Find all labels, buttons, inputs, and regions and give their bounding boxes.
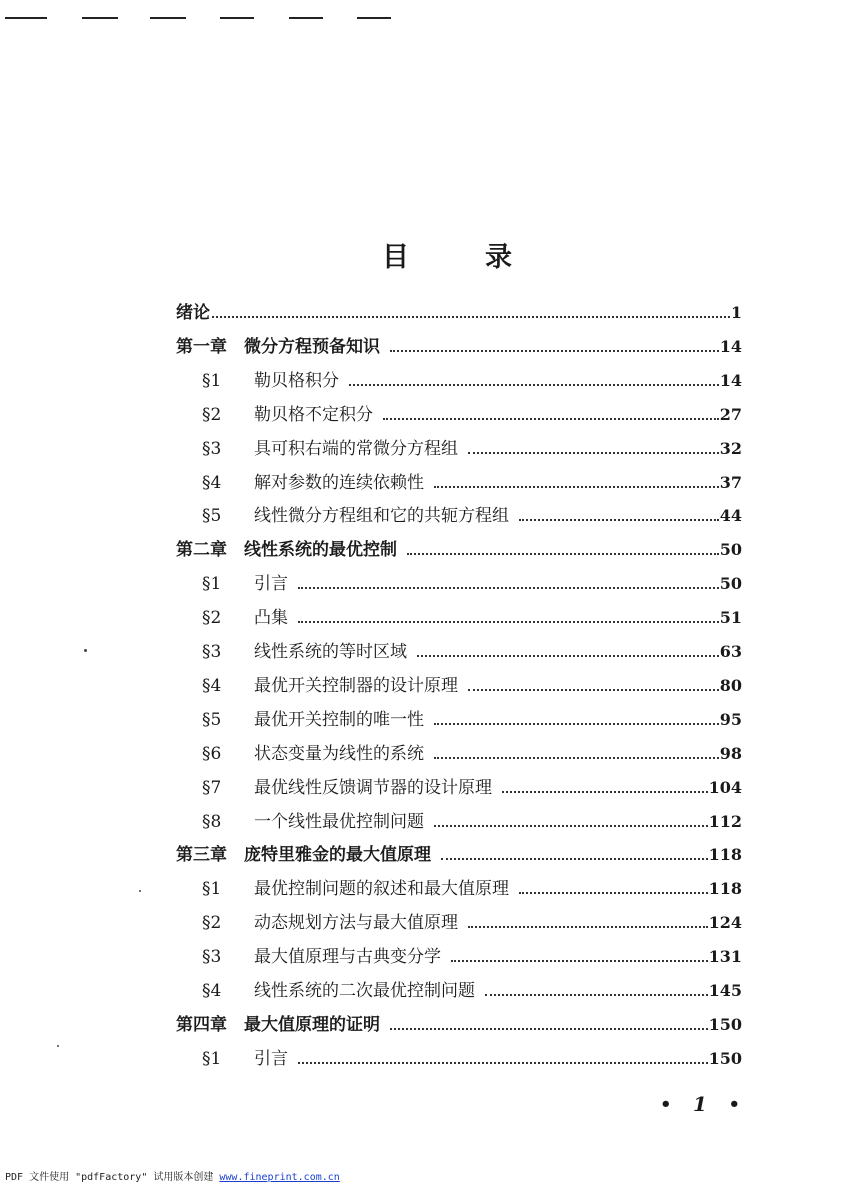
toc-section-number: §2 — [202, 608, 222, 629]
toc-entry-title: 绪论 — [176, 303, 210, 323]
toc-page-number: 131 — [708, 947, 742, 967]
toc-page-number: 150 — [708, 1014, 742, 1034]
toc-dot-leader — [519, 892, 708, 894]
toc-dot-leader — [519, 519, 719, 521]
toc-chapter-row[interactable] — [0, 1010, 842, 1040]
toc-page-number: 80 — [719, 675, 742, 695]
toc-section-row[interactable] — [0, 501, 842, 531]
scan-speck — [84, 649, 87, 652]
toc-dot-leader — [298, 1062, 708, 1064]
toc-entry-title: 最优控制问题的叙述和最大值原理 — [254, 879, 509, 900]
toc-section-number: §6 — [202, 743, 222, 764]
toc-section-row[interactable] — [0, 366, 842, 396]
toc-section-number: §3 — [202, 947, 222, 968]
toc-entry-title: 解对参数的连续依赖性 — [254, 472, 424, 493]
toc-page-number: 112 — [708, 811, 742, 831]
toc-dot-leader — [441, 858, 708, 860]
scan-speck — [57, 1045, 59, 1047]
page-number-value: 1 — [693, 1092, 707, 1116]
toc-entry-title: 第三章 庞特里雅金的最大值原理 — [176, 845, 431, 866]
toc-section-row[interactable] — [0, 603, 842, 633]
toc-page-number: 27 — [719, 404, 742, 424]
toc-dot-leader — [434, 825, 708, 827]
toc-entry-title: 一个线性最优控制问题 — [254, 811, 424, 832]
toc-section-row[interactable] — [0, 874, 842, 904]
toc-page-number: 104 — [708, 777, 742, 797]
toc-section-row[interactable] — [0, 400, 842, 430]
toc-page-number: 118 — [708, 845, 742, 865]
toc-dot-leader — [417, 655, 719, 657]
toc-page-number: 63 — [719, 642, 742, 661]
toc-entry-title: 具可积右端的常微分方程组 — [254, 438, 458, 459]
title-char-1: 目 — [382, 242, 409, 273]
toc-section-row[interactable] — [0, 671, 842, 701]
toc-entry-title: 凸集 — [254, 608, 288, 629]
toc-section-number: §4 — [202, 981, 222, 1001]
toc-page-number: 14 — [719, 370, 742, 390]
toc-page-number: 51 — [719, 608, 742, 628]
footer-link[interactable]: www.fineprint.com.cn — [219, 1172, 340, 1183]
scan-speck — [139, 890, 141, 892]
toc-dot-leader — [298, 621, 719, 623]
toc-dot-leader — [383, 418, 719, 420]
toc-section-number: §4 — [202, 675, 222, 696]
toc-chapter-row[interactable] — [0, 840, 842, 870]
toc-dot-leader — [434, 757, 719, 759]
toc-page-number: 50 — [719, 540, 742, 560]
toc-dot-leader — [468, 926, 708, 928]
toc-section-row[interactable] — [0, 468, 842, 498]
toc-entry-title: 最大值原理与古典变分学 — [254, 947, 441, 968]
toc-section-row[interactable] — [0, 976, 842, 1006]
toc-section-number: §3 — [202, 438, 222, 459]
toc-entry-title: 线性系统的等时区域 — [254, 642, 407, 662]
toc-entry-title: 动态规划方法与最大值原理 — [254, 913, 458, 934]
toc-section-number: §5 — [202, 506, 222, 527]
toc-page-number: 95 — [719, 709, 742, 729]
toc-dot-leader — [212, 316, 730, 318]
toc-page-number: 37 — [719, 472, 742, 492]
toc-entry-title: 最优开关控制器的设计原理 — [254, 675, 458, 696]
toc-section-number: §1 — [202, 574, 222, 595]
page-number-dot-right: • — [728, 1093, 740, 1115]
toc-section-number: §1 — [202, 1048, 222, 1069]
toc-dot-leader — [349, 384, 719, 386]
toc-entry-title: 第四章 最大值原理的证明 — [176, 1014, 380, 1035]
toc-section-row[interactable] — [0, 908, 842, 938]
toc-section-number: §7 — [202, 777, 222, 798]
toc-dot-leader — [468, 452, 719, 454]
toc-section-number: §2 — [202, 404, 222, 425]
toc-page-number: 44 — [719, 506, 742, 526]
toc-section-row[interactable] — [0, 739, 842, 769]
toc-entry-title: 引言 — [254, 1048, 288, 1069]
toc-page-number: 145 — [708, 981, 742, 1000]
page-number — [660, 1092, 740, 1116]
toc-entry-title: 第一章 微分方程预备知识 — [176, 336, 380, 357]
toc-entry-title: 状态变量为线性的系统 — [254, 743, 424, 764]
toc-section-number: §1 — [202, 879, 222, 900]
pdf-footer — [5, 1168, 340, 1183]
toc-chapter-row[interactable] — [0, 535, 842, 565]
toc-section-row[interactable] — [0, 637, 842, 667]
page-number-dot-left: • — [660, 1093, 672, 1115]
toc-dot-leader — [298, 587, 719, 589]
page-title — [382, 235, 512, 274]
toc-entry-title: 引言 — [254, 574, 288, 595]
toc-dot-leader — [407, 553, 719, 555]
toc-page-number: 118 — [708, 879, 742, 899]
toc-section-row[interactable] — [0, 705, 842, 735]
toc-section-number: §1 — [202, 370, 222, 391]
toc-section-row[interactable] — [0, 942, 842, 972]
toc-entry-title: 线性系统的二次最优控制问题 — [254, 981, 475, 1001]
toc-entry-title: 勒贝格积分 — [254, 370, 339, 391]
footer-text: PDF 文件使用 "pdfFactory" 试用版本创建 — [5, 1172, 220, 1183]
toc-dot-leader — [502, 791, 708, 793]
toc-page-number: 14 — [719, 336, 742, 356]
toc-section-row[interactable] — [0, 569, 842, 599]
toc-page-number: 1 — [730, 303, 742, 322]
toc-chapter-row[interactable] — [0, 332, 842, 362]
toc-dot-leader — [390, 350, 719, 352]
toc-section-row[interactable] — [0, 773, 842, 803]
title-char-2: 录 — [485, 242, 512, 273]
toc-dot-leader — [451, 960, 708, 962]
toc-dot-leader — [434, 486, 719, 488]
toc-page-number: 50 — [719, 574, 742, 594]
toc-entry-title: 最优线性反馈调节器的设计原理 — [254, 777, 492, 798]
toc-dot-leader — [390, 1028, 708, 1030]
toc-section-row[interactable] — [0, 807, 842, 837]
toc-section-number: §5 — [202, 709, 222, 730]
toc-section-number: §8 — [202, 811, 222, 832]
toc-section-number: §3 — [202, 642, 222, 662]
toc-page-number: 124 — [708, 913, 742, 933]
toc-dot-leader — [468, 689, 719, 691]
toc-chapter-row[interactable] — [0, 298, 842, 328]
top-dash-line — [0, 17, 400, 21]
toc-entry-title: 勒贝格不定积分 — [254, 404, 373, 425]
toc-entry-title: 最优开关控制的唯一性 — [254, 709, 424, 730]
toc-section-row[interactable] — [0, 434, 842, 464]
toc-page-number: 32 — [719, 438, 742, 458]
toc-page-number: 150 — [708, 1048, 742, 1068]
toc-dot-leader — [485, 994, 708, 996]
toc-entry-title: 第二章 线性系统的最优控制 — [176, 540, 397, 561]
toc-section-number: §2 — [202, 913, 222, 934]
toc-page-number: 98 — [719, 743, 742, 763]
toc-entry-title: 线性微分方程组和它的共轭方程组 — [254, 506, 509, 527]
toc-section-number: §4 — [202, 472, 222, 493]
toc-dot-leader — [434, 723, 719, 725]
toc-section-row[interactable] — [0, 1044, 842, 1074]
